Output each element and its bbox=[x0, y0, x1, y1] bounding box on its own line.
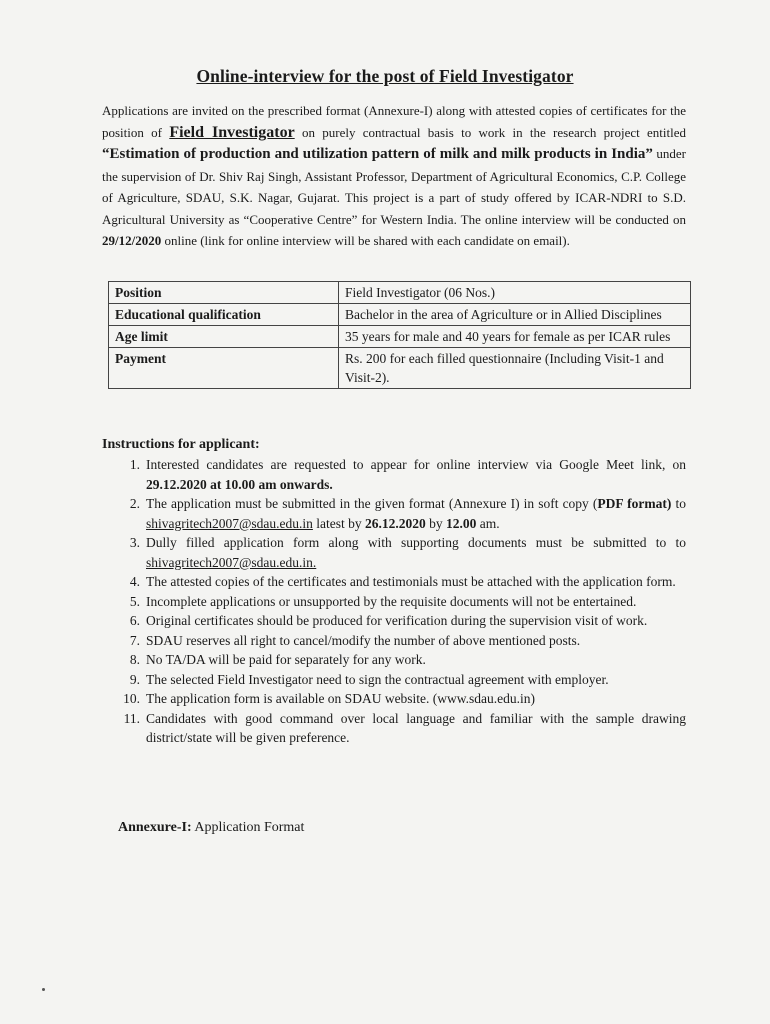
row-key: Educational qualification bbox=[109, 304, 339, 326]
item-text: Original certificates should be produced for verification during the supervision visit of work. bbox=[146, 613, 648, 628]
intro-text-4: online (link for online interview will be shared with each candidate on email). bbox=[164, 233, 570, 248]
item-text: latest by bbox=[312, 515, 366, 531]
post-name: Field Investigator bbox=[169, 123, 295, 141]
row-key: Position bbox=[109, 282, 339, 304]
item-text: by bbox=[425, 515, 447, 531]
list-item bbox=[102, 592, 686, 612]
list-item bbox=[102, 455, 686, 494]
item-emphasis: 26.12.2020 bbox=[365, 515, 426, 531]
item-text: to bbox=[671, 496, 686, 511]
email-link[interactable]: shivagritech2007@sdau.edu.in bbox=[146, 515, 313, 531]
list-item bbox=[102, 709, 686, 748]
item-text: No TA/DA will be paid for separately for any work. bbox=[146, 652, 426, 667]
item-number: 5. bbox=[129, 593, 140, 609]
item-number: 9. bbox=[129, 671, 140, 687]
table-row bbox=[109, 326, 691, 348]
list-item bbox=[102, 572, 686, 592]
interview-date: 29/12/2020 bbox=[102, 233, 162, 248]
item-text: The attested copies of the certificates and testimonials must be attached with the application form. bbox=[146, 574, 676, 589]
item-text: The selected Field Investigator need to sign the contractual agreement with employer. bbox=[146, 671, 609, 687]
intro-text-1: Applications are invited on the prescribed format (Annexure-I) along with attested copies of certificates for the position of bbox=[102, 103, 686, 140]
annexure-label: Annexure-I: bbox=[118, 820, 192, 835]
item-text: Dully filled application form along with supporting documents must be submitted to to bbox=[146, 535, 686, 550]
table-row bbox=[109, 304, 691, 326]
item-emphasis: 29.12.2020 at 10.00 am onwards. bbox=[146, 476, 333, 492]
item-number: 6. bbox=[129, 613, 140, 628]
instructions-list bbox=[102, 455, 686, 748]
item-number: 7. bbox=[129, 632, 140, 648]
item-number: 10. bbox=[123, 691, 140, 706]
intro-text-3: under the supervision of Dr. Shiv Raj Singh, Assistant Professor, Department of Agricultural Economics, C.P. College of Agriculture, SDAU, S.K. Nagar, Gujarat. This project is a part of study offered by ICAR-NDRI to S.D. Agricultural University as “Cooperative Centre” for Western India. The online interview will be conducted on bbox=[102, 146, 686, 227]
list-item bbox=[102, 611, 686, 631]
item-text: Candidates with good command over local language and familiar with the sample drawing district/state will be given preference. bbox=[146, 710, 686, 745]
project-title: “Estimation of production and utilization pattern of milk and milk products in India” bbox=[102, 146, 653, 162]
page-title: Online-interview for the post of Field Investigator bbox=[196, 66, 574, 86]
intro-text-2: on purely contractual basis to work in the research project entitled bbox=[301, 124, 687, 140]
list-item bbox=[102, 494, 686, 533]
item-emphasis: 12.00 bbox=[446, 515, 477, 531]
list-item bbox=[102, 631, 686, 651]
item-text: The application form is available on SDAU website. (www.sdau.edu.in) bbox=[146, 691, 536, 706]
list-item bbox=[102, 650, 686, 670]
item-text: SDAU reserves all right to cancel/modify the number of above mentioned posts. bbox=[146, 632, 581, 648]
table-row bbox=[109, 348, 691, 389]
item-text: Interested candidates are requested to appear for online interview via Google Meet link, on bbox=[146, 457, 686, 472]
item-text: Incomplete applications or unsupported by the requisite documents will not be entertained. bbox=[146, 593, 637, 609]
item-number: 4. bbox=[129, 574, 140, 589]
intro-paragraph bbox=[102, 100, 686, 252]
email-link[interactable]: shivagritech2007@sdau.edu.in. bbox=[146, 554, 317, 570]
row-key: Age limit bbox=[109, 326, 339, 348]
row-key: Payment bbox=[109, 348, 339, 389]
item-number: 11. bbox=[123, 710, 140, 726]
row-value: 35 years for male and 40 years for female as per ICAR rules bbox=[339, 326, 691, 348]
details-table bbox=[108, 281, 691, 389]
item-number: 3. bbox=[129, 535, 140, 550]
list-item bbox=[102, 689, 686, 709]
row-value: Field Investigator (06 Nos.) bbox=[339, 282, 691, 304]
item-number: 2. bbox=[129, 496, 140, 511]
scan-speck bbox=[42, 988, 45, 991]
list-item bbox=[102, 670, 686, 690]
row-value: Bachelor in the area of Agriculture or in Allied Disciplines bbox=[339, 304, 691, 326]
instructions-heading: Instructions for applicant: bbox=[102, 437, 260, 452]
item-text: The application must be submitted in the given format (Annexure I) in soft copy ( bbox=[146, 496, 598, 511]
list-item bbox=[102, 533, 686, 572]
row-value: Rs. 200 for each filled questionnaire (Including Visit-1 and Visit-2). bbox=[339, 348, 691, 389]
item-number: 8. bbox=[129, 652, 140, 667]
annexure-text: Application Format bbox=[191, 820, 305, 835]
item-emphasis: PDF format) bbox=[597, 496, 672, 511]
item-text: am. bbox=[476, 515, 500, 531]
item-number: 1. bbox=[129, 457, 140, 472]
annexure-heading bbox=[118, 820, 304, 836]
table-row bbox=[109, 282, 691, 304]
